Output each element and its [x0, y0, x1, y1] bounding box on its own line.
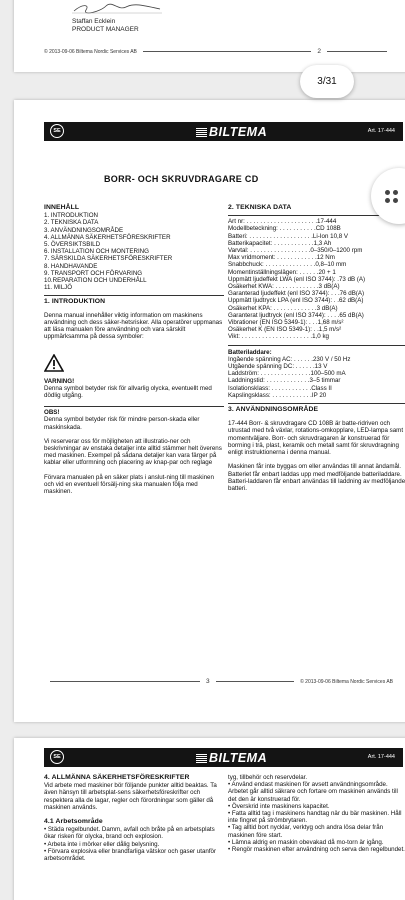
safety-item: tyg, tillbehör och reservdelar. — [228, 774, 308, 781]
contents-item[interactable]: 1. INTRODUKTION — [44, 212, 98, 220]
obs-text: Denna symbol betyder risk för mindre person-skada eller maskinskada. — [44, 416, 200, 431]
contents-list — [44, 212, 224, 291]
footer-copyright: © 2013-09-06 Biltema Nordic Services AB — [44, 48, 137, 55]
spec-row: Garanterat ljudtryck (enl ISO 3744): . . . .65 dB(A) — [228, 311, 364, 319]
reserve-text: Vi reserverar oss för möjligheten att illustratio-ner och beskrivningar av enstaka detaljer inte alltid stämmer helt överens med maskinen. Exempel på sådana detaljer kan vara färger på kablar eller utformning och placering av knap-par och reglage — [44, 437, 222, 467]
contents-item[interactable]: 9. TRANSPORT OCH FÖRVARING — [44, 269, 143, 277]
footer-page-number: 3 — [206, 678, 210, 685]
signature-name: Staffan Ecklein — [72, 18, 116, 25]
brand-stripes-icon — [196, 754, 207, 763]
work-area-item: • Arbeta inte i mörker eller dålig belysning. — [44, 840, 160, 848]
brand-stripes-icon — [196, 128, 207, 137]
left-column — [44, 204, 224, 502]
spec-row: Batteri: . . . . . . . . . . . . . . . . . . .Li-Ion 10,8 V — [228, 232, 349, 240]
brand-logo: BILTEMA — [196, 751, 267, 765]
page-header-bar — [44, 122, 403, 141]
next-right-column — [228, 774, 405, 853]
work-area-item: • Förvara explosiva eller brandfarliga vätskor och gaser utanför arbetsområdet. — [44, 847, 217, 863]
footer-page-number: 2 — [317, 48, 321, 55]
spec-row: Art nr: . . . . . . . . . . . . . . . . . . . . .17-444 — [228, 218, 337, 226]
usage-heading: 3. ANVÄNDNINGSOMRÅDE — [228, 406, 319, 414]
brand-logo: BILTEMA — [196, 125, 267, 139]
spec-row: Max vridmoment: . . . . . . . . . . . .12 Nm — [228, 254, 335, 262]
safety-heading: 4. ALLMÄNNA SÄKERHETSFÖRESKRIFTER — [44, 774, 190, 781]
contents-item[interactable]: 10.REPARATION OCH UNDERHÅLL — [44, 277, 147, 285]
current-page — [14, 100, 405, 722]
spec-row: Vibrationer (EN ISO 5349-1): . . .1,68 m/s² — [228, 319, 344, 327]
charger-row: Laddningstid: . . . . . . . . . . . . .3–5 timmar — [228, 377, 341, 385]
safety-item: • Använd endast maskinen för avsett användningsområde. Arbetet går alltid säkrare och fortare om maskinen används till det den är konstruerad för. — [228, 781, 398, 803]
warning-text: Denna symbol betyder risk för allvarlig olycka, eventuellt med dödlig utgång. — [44, 384, 212, 400]
spec-row: Varvtal: . . . . . . . . . . . . . . . . . .0–350/0–1200 rpm — [228, 247, 363, 255]
spec-row: Vikt: . . . . . . . . . . . . . . . . . . . . .1,0 kg — [228, 333, 329, 341]
spec-row: Uppmätt ljudtryck LPA (enl ISO 3744): . .62 dB(A) — [228, 297, 364, 305]
section-divider — [44, 295, 224, 296]
charger-row: Utgående spänning DC: . . . . . .13 V — [228, 363, 328, 371]
warning-triangle-icon — [44, 354, 64, 372]
spec-row: Batterikapacitet: . . . . . . . . . . . .1,3 Ah — [228, 239, 332, 247]
page-footer — [44, 48, 393, 55]
document-title: BORR- OCH SKRUVDRAGARE CD — [104, 174, 259, 184]
work-area-heading: 4.1 Arbetsområde — [44, 818, 103, 826]
section-divider — [228, 345, 405, 346]
contents-item[interactable]: 2. TEKNISKA DATA — [44, 219, 99, 227]
spec-row: Osäkerhet KWA: . . . . . . . . . . . . .3 dB(A) — [228, 283, 340, 291]
signature-image — [72, 2, 162, 14]
grid-dots-icon — [385, 190, 398, 203]
intro-text: Denna manual innehåller viktig information om maskinens användning och dess säker-hetsrisker. Alla operatörer uppmanas att läsa manualen före användning och vara särskilt uppmärksamma på dessa symboler: — [44, 311, 223, 341]
safety-item: • Överskrid inte maskinens kapacitet. — [228, 802, 330, 810]
contents-item[interactable]: 7. SÄRSKILDA SÄKERHETSFÖRESKRIFTER — [44, 255, 173, 263]
section-divider — [228, 403, 405, 404]
charger-heading: Batteriladdare: — [228, 348, 272, 356]
contents-item[interactable]: 11. MILJÖ — [44, 284, 73, 292]
spec-row: Garanterad ljudeffekt (enl ISO 3744): . . .76 dB(A) — [228, 290, 365, 298]
contents-item[interactable]: 6. INSTALLATION OCH MONTERING — [44, 248, 149, 256]
footer-rule — [143, 51, 311, 52]
right-column — [228, 204, 405, 499]
section-divider — [44, 406, 224, 407]
contents-item[interactable]: 8. HANDHAVANDE — [44, 262, 98, 270]
spec-row: Modellbeteckning: . . . . . . . . . . .CD 108B — [228, 225, 341, 233]
usage-text-2: Maskinen får inte byggas om eller användas till annat ändamål. Batteriet får enbart laddas upp med medföljande batteriladdare. Batteri-laddaren får enbart användas till laddning av medföljande batteri. — [228, 463, 405, 492]
footer-copyright: © 2013-09-06 Biltema Nordic Services AB — [300, 678, 393, 685]
se-badge: SE — [50, 750, 64, 764]
previous-page — [14, 0, 405, 72]
spec-row: Snabbchuck: . . . . . . . . . . . . . . .0,8–10 mm — [228, 261, 347, 269]
storage-text: Förvara manualen på en säker plats i anslut-ning till maskinen och vid en eventuell försälj-ning ska manualen följa med maskinen. — [44, 473, 214, 496]
contents-item[interactable]: 3. ANVÄNDNINGSOMRÅDE — [44, 226, 124, 234]
work-area-item: • Städa regelbundet. Damm, avfall och bråte på en arbetsplats ökar risken för olycka, brand och explosion. — [44, 826, 215, 841]
article-number: Art. 17-444 — [367, 754, 395, 760]
charger-spec-list — [228, 356, 405, 399]
footer-rule — [216, 681, 294, 682]
footer-rule — [327, 51, 387, 52]
tech-spec-list — [228, 218, 405, 340]
charger-row: Isolationsklass: . . . . . . . . . . . .Class II — [228, 384, 332, 392]
safety-item: • Lämna aldrig en maskin obevakad då mo-torn är igång. — [228, 838, 384, 846]
safety-item: • Fatta alltid tag i maskinens handtag när du bär maskinen. Håll inte fingret på strömbrytaren. — [228, 810, 402, 825]
safety-item: • Tag alltid bort nycklar, verktyg och andra lösa delar från maskinen före start. — [228, 824, 384, 839]
article-number: Art. 17-444 — [367, 128, 395, 134]
next-left-column — [44, 774, 224, 862]
spec-row: Osäkerhet KPA: . . . . . . . . . . . . .3 dB(A) — [228, 304, 338, 312]
footer-rule — [50, 681, 200, 682]
contents-heading: INNEHÅLL — [44, 204, 80, 211]
spec-row: Momentinställningslägen: . . . . . .20 + 1 — [228, 268, 336, 276]
charger-row: Laddström: . . . . . . . . . . . . . . .100–500 mA — [228, 370, 346, 378]
contents-item[interactable]: 5. ÖVERSIKTSBILD — [44, 241, 101, 249]
safety-intro: Vid arbete med maskiner bör följande punkter alltid beaktas. Ta även hänsyn till arbetsplat-sens säkerhetsföreskrifter och respektera alla de lagar, regler och förordningar som gäller då maskinen används. — [44, 782, 217, 811]
spec-row: Osäkerhet K (EN ISO 5349-1): . .1,5 m/s² — [228, 326, 342, 334]
contents-item[interactable]: 4. ALLMÄNNA SÄKERHETSFÖRESKRIFTER — [44, 233, 171, 241]
tech-heading: 2. TEKNISKA DATA — [228, 204, 292, 211]
intro-heading: 1. INTRODUKTION — [44, 298, 106, 306]
signature-title: PRODUCT MANAGER — [72, 26, 139, 33]
next-page — [14, 738, 405, 900]
page-header-bar — [44, 748, 403, 767]
page-footer — [44, 678, 393, 685]
spec-row: Uppmätt ljudeffekt LWA (enl ISO 3744): .73 dB (A) — [228, 275, 366, 283]
safety-item: • Rengör maskinen efter användning och serva den regelbundet. — [228, 846, 405, 854]
page-indicator: 3/31 — [300, 65, 354, 98]
charger-row: Ingående spänning AC: . . . . . .230 V / 50 Hz — [228, 355, 351, 363]
obs-title: OBS! — [44, 409, 60, 417]
usage-text-1: 17-444 Borr- & skruvdragare CD 108B är batte-ridriven och utrustad med två växlar, rotations-omkopplare, LED-lampa samt momentväljare. Borr- och skruvdragaren är konstruerad för borrning i trä, plast, keramik och metall samt för skruvdragning enligt instruktionerna i denna manual. — [228, 420, 404, 457]
warning-title: VARNING! — [44, 377, 75, 385]
se-badge: SE — [50, 124, 64, 138]
charger-row: Kapslingsklass: . . . . . . . . . . . .IP 20 — [228, 391, 327, 399]
